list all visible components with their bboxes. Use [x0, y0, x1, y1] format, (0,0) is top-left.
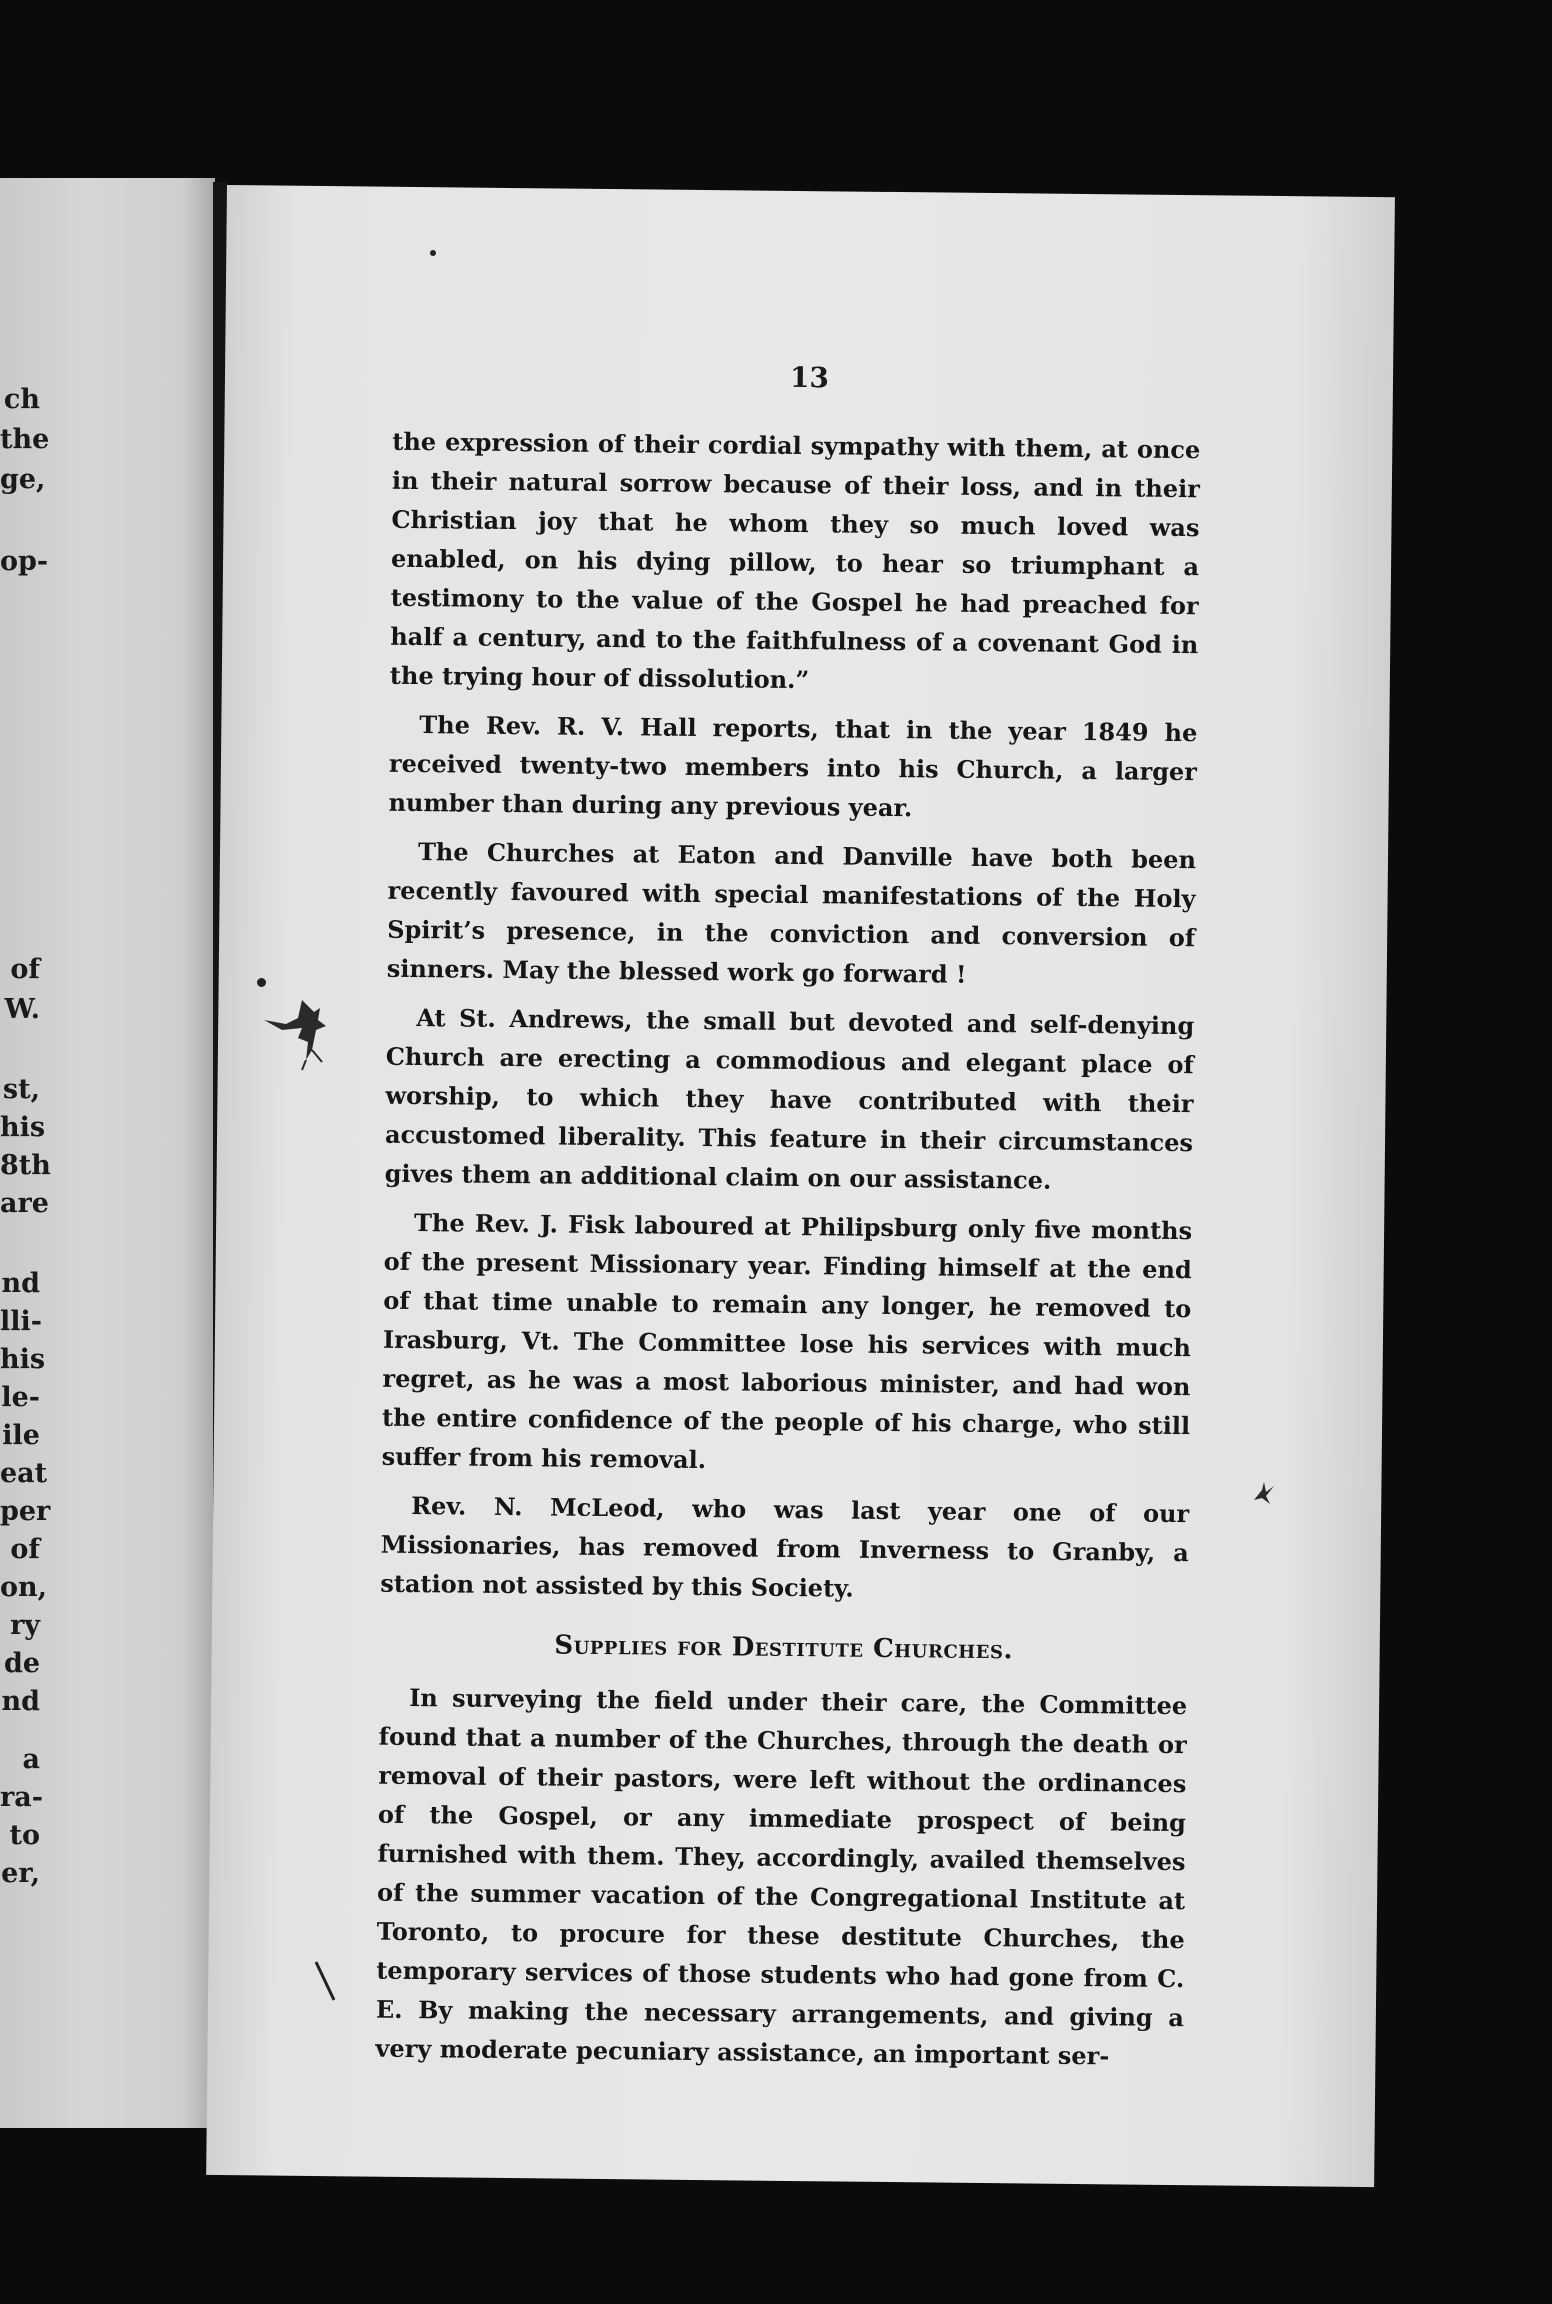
body-text: [375, 422, 1200, 2086]
left-page-sliver: [0, 178, 215, 2128]
left-page-fragment: de: [3, 1648, 40, 1679]
left-page-fragment: per: [0, 1496, 51, 1527]
left-page-fragment: ch: [3, 384, 40, 415]
left-page-fragment: his: [0, 1344, 46, 1375]
left-page-fragment: op-: [0, 546, 49, 577]
left-page-fragment: eat: [0, 1458, 48, 1489]
main-page: [206, 185, 1395, 2187]
left-page-fragment: ra-: [0, 1782, 43, 1813]
section-heading: Supplies for Destitute Churches.: [554, 1630, 1014, 1666]
left-page-fragment: to: [9, 1820, 40, 1851]
left-page-fragment: of: [10, 1534, 40, 1565]
left-page-fragment: of: [10, 954, 40, 985]
dust-speck: [257, 978, 266, 987]
scratch-mark: [312, 1960, 338, 2004]
left-page-fragment: are: [0, 1188, 49, 1219]
left-page-fragment: er,: [1, 1858, 40, 1889]
insect-stain-mark: [262, 990, 352, 1080]
left-page-fragment: 8th: [0, 1150, 51, 1181]
paragraph: the expression of their cordial sympathy with them, at once in their natural sorrow because of their loss, and in their Christian joy that he whom they so much loved was enabled, on his dying pillow, to hear so triumphant a testimony to the value of the Gospel he had preached for half a century, and to the faithfulness of a covenant God in the trying hour of dissolution.”: [389, 426, 1201, 695]
insect-stain-mark: [1250, 1480, 1276, 1506]
left-page-fragment: his: [0, 1112, 46, 1143]
page-number: 13: [789, 360, 830, 395]
left-page-fragment: le-: [1, 1382, 40, 1413]
left-page-fragment: on,: [0, 1572, 48, 1603]
paragraph: The Rev. R. V. Hall reports, that in the year 1849 he received twenty-two members into his Church, a larger number than during any previous year.: [388, 710, 1198, 823]
paragraph: Rev. N. McLeod, who was last year one of our Missionaries, has removed from Inverness to Granby, a station not assisted by this Society.: [380, 1491, 1190, 1603]
left-page-fragment: nd: [1, 1686, 40, 1717]
left-page-fragment: ry: [10, 1610, 40, 1641]
left-page-fragment: lli-: [0, 1306, 42, 1337]
paragraph: At St. Andrews, the small but devoted and self-denying Church are erecting a commodious and elegant place of worship, to which they have contributed with their accustomed liberality. This feature in their circumstances gives them an additional claim on our assistance.: [384, 1003, 1195, 1195]
paragraph: The Rev. J. Fisk laboured at Philipsburg only five months of the present Missionary year. Finding himself at the end of that time unable to remain any longer, he removed to Irasburg, Vt. The Committee lose his services with much regret, as he was a most laborious minister, and had won the entire confidence of the people of his charge, who still suffer from his removal.: [381, 1208, 1193, 1475]
left-page-fragment: W.: [4, 994, 40, 1025]
paragraph: The Churches at Eaton and Danville have both been recently favoured with special manifestations of the Holy Spirit’s presence, in the conviction and conversion of sinners. May the blessed work go forward !: [386, 837, 1197, 989]
left-page-fragment: ile: [2, 1420, 40, 1451]
dust-speck: [430, 250, 436, 256]
left-page-fragment: a: [22, 1744, 40, 1775]
left-page-fragment: the: [0, 424, 50, 455]
left-page-fragment: st,: [2, 1074, 40, 1105]
left-page-fragment: ge,: [0, 464, 46, 495]
left-page-fragment: nd: [1, 1268, 40, 1299]
paragraph: In surveying the field under their care, the Committee found that a number of the Churches, through the death or removal of their pastors, were left without the ordinances of the Gospel, or any immediate prospect of being furnished with them. They, accordingly, availed themselves of the summer vacation of the Congregational Institute at Toronto, to procure for these destitute Churches, the temporary services of those students who had gone from C. E. By making the necessary arrangements, and giving a very moderate pecuniary assistance, an important ser-: [375, 1682, 1188, 2071]
